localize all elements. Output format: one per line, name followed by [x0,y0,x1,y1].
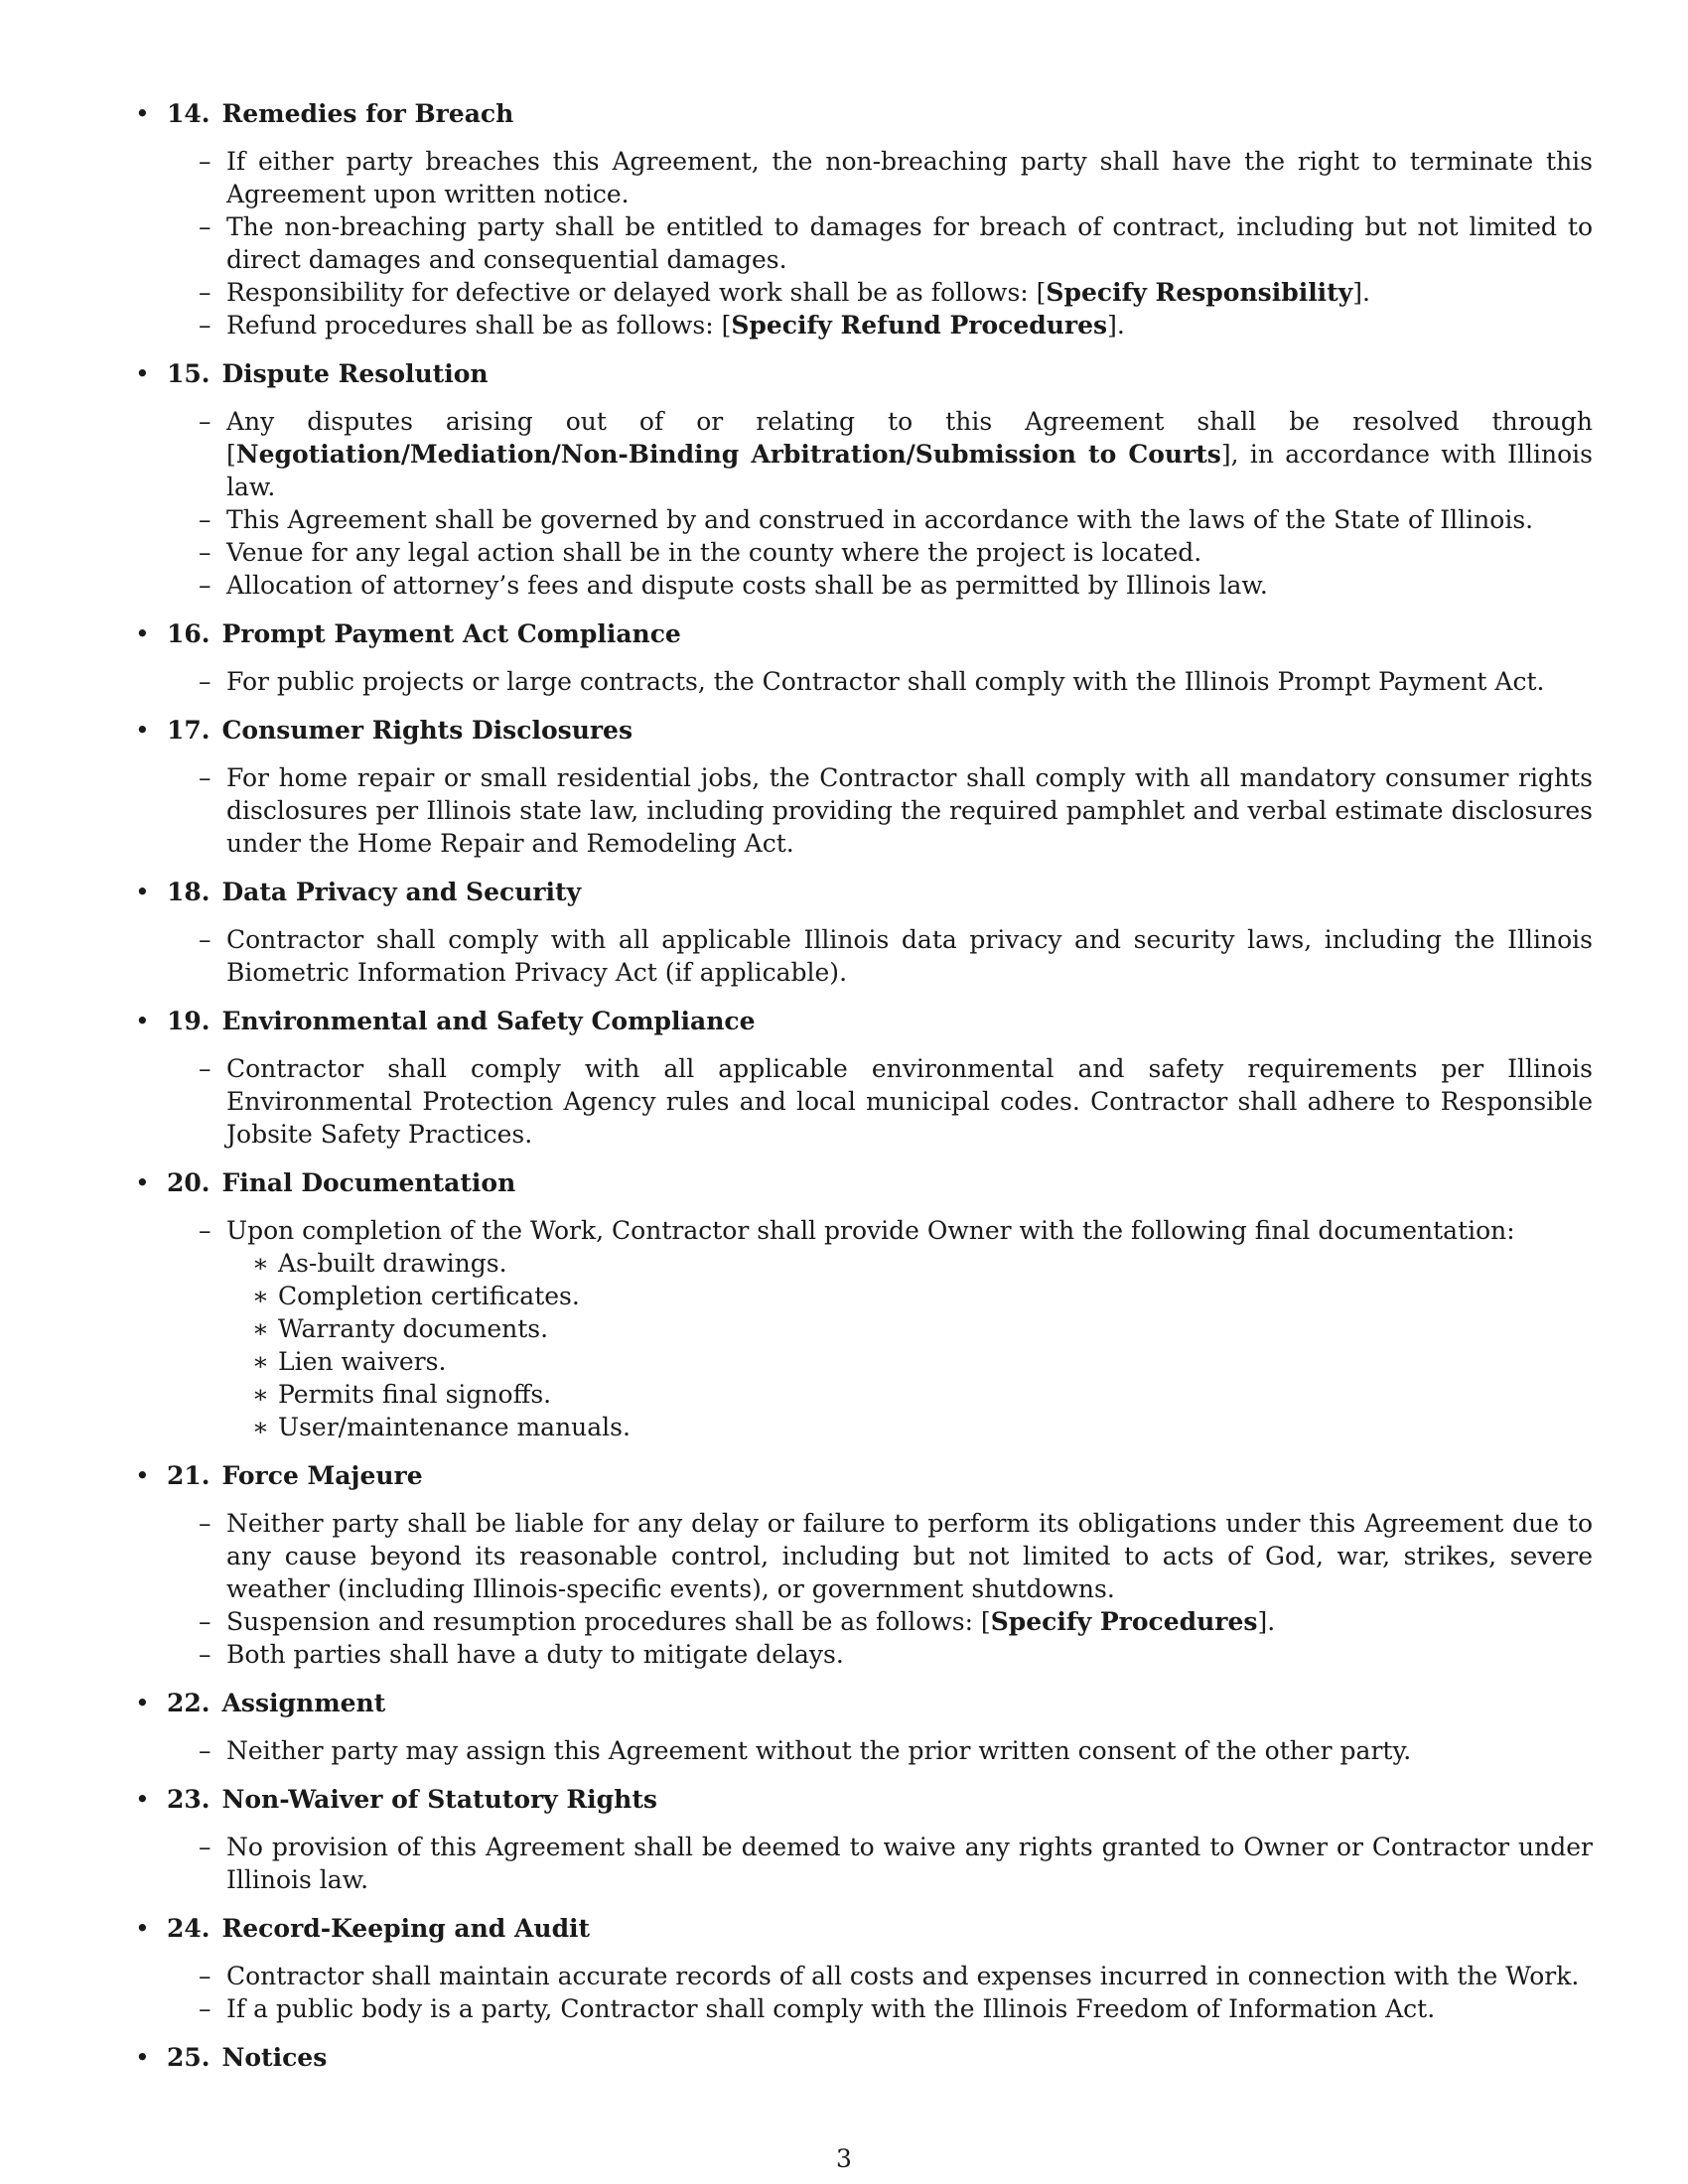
asterisk-bullet-icon: ∗ [252,1413,269,1441]
section-heading [133,2039,1593,2077]
section-heading [133,615,1593,653]
bullet-icon: • [135,1914,150,1943]
section-heading [133,355,1593,393]
dash-bullet-icon: – [199,147,211,176]
dash-bullet-icon: – [199,1640,211,1669]
page-number: 3 [836,2144,852,2173]
list-item [133,1960,1593,1992]
section-number: 16. [167,619,211,648]
bullet-icon: • [135,1785,150,1814]
section-number: 15. [167,359,211,388]
item-text: Responsibility for defective or delayed work shall be as follows: [ [226,278,1047,307]
placeholder-field: Specify Refund Procedures [731,311,1108,340]
bullet-icon: • [135,2043,150,2072]
dash-bullet-icon: – [199,1994,211,2023]
dash-bullet-icon: – [199,1216,211,1245]
dash-bullet-icon: – [199,1736,211,1765]
list-item [133,309,1593,341]
item-text: The non-breaching party shall be entitled to damages for breach of contract, including but not limited to direct damages and consequential damages. [226,212,1593,274]
section-title: Environmental and Safety Compliance [221,1007,756,1035]
section-number: 24. [167,1914,211,1943]
dash-bullet-icon: – [199,1054,211,1083]
section-title: Record-Keeping and Audit [221,1914,591,1943]
section [133,1781,1593,1896]
item-text: Suspension and resumption procedures shall be as follows: [ [226,1607,991,1636]
bullet-icon: • [135,1689,150,1717]
bullet-icon: • [135,99,150,128]
item-text: Both parties shall have a duty to mitigate delays. [226,1640,844,1669]
subitem [133,1378,1593,1411]
list-item [133,569,1593,602]
section-item-list [133,1960,1593,2025]
section-item-list [133,665,1593,698]
subitem [133,1280,1593,1312]
bullet-icon: • [135,619,150,648]
asterisk-bullet-icon: ∗ [252,1249,269,1278]
dash-bullet-icon: – [199,571,211,600]
section-item-list [133,923,1593,989]
document-page [133,95,1593,2091]
subitem-wrapper [133,1247,1593,1443]
dash-bullet-icon: – [199,1962,211,1990]
list-item [133,1638,1593,1671]
subitem-text: User/maintenance manuals. [278,1413,631,1441]
section-title: Force Majeure [221,1461,423,1490]
item-text: If a public body is a party, Contractor shall comply with the Illinois Freedom of Information Act. [226,1994,1436,2023]
item-text: For public projects or large contracts, the Contractor shall comply with the Illinois Prompt Payment Act. [226,667,1545,696]
section-item-list [133,761,1593,860]
list-item [133,1831,1593,1896]
asterisk-bullet-icon: ∗ [252,1347,269,1376]
section-number: 18. [167,878,211,906]
section [133,95,1593,341]
section-heading [133,1910,1593,1948]
item-text: Neither party shall be liable for any delay or failure to perform its obligations under this Agreement due to any cause beyond its reasonable control, including but not limited to acts of God, war, strikes, severe weather (including Illinois-specific events), or government shutdowns. [226,1509,1593,1603]
subitem-text: Warranty documents. [278,1314,549,1343]
section [133,712,1593,860]
list-item [133,276,1593,309]
section [133,1457,1593,1671]
subitem-list [133,1247,1593,1443]
dash-bullet-icon: – [199,505,211,534]
section [133,1164,1593,1443]
subitem-text: As-built drawings. [278,1249,507,1278]
placeholder-field: Specify Procedures [990,1607,1258,1636]
section-number: 21. [167,1461,211,1490]
section-heading [133,1003,1593,1040]
item-text-suffix: ], in accordance with Illinois law. [226,440,1593,501]
item-text-suffix: ]. [1107,311,1125,340]
list-item [133,761,1593,860]
subitem [133,1411,1593,1443]
asterisk-bullet-icon: ∗ [252,1282,269,1310]
section-number: 17. [167,716,211,745]
section-number: 25. [167,2043,211,2072]
item-text: Allocation of attorney’s fees and dispute costs shall be as permitted by Illinois law. [226,571,1268,600]
bullet-icon: • [135,1461,150,1490]
subitem-text: Lien waivers. [278,1347,447,1376]
section-item-list [133,405,1593,602]
list-item [133,1052,1593,1151]
bullet-icon: • [135,359,150,388]
dash-bullet-icon: – [199,925,211,954]
dash-bullet-icon: – [199,407,211,436]
list-item [133,1605,1593,1638]
section-heading [133,95,1593,133]
dash-bullet-icon: – [199,763,211,792]
section-item-list [133,1052,1593,1151]
section-title: Data Privacy and Security [221,878,582,906]
bullet-icon: • [135,1168,150,1197]
placeholder-field: Specify Responsibility [1046,278,1353,307]
section-heading [133,874,1593,911]
section-item-list [133,145,1593,341]
section-title: Notices [221,2043,328,2072]
list-item [133,1992,1593,2025]
dash-bullet-icon: – [199,1833,211,1861]
list-item [133,536,1593,569]
dash-bullet-icon: – [199,1509,211,1538]
item-text: If either party breaches this Agreement, the non-breaching party shall have the right to terminate this Agreement upon written notice. [226,147,1593,208]
list-item [133,665,1593,698]
item-text: Contractor shall maintain accurate records of all costs and expenses incurred in connection with the Work. [226,1962,1580,1990]
list-item [133,923,1593,989]
asterisk-bullet-icon: ∗ [252,1380,269,1409]
section-title: Consumer Rights Disclosures [221,716,633,745]
dash-bullet-icon: – [199,278,211,307]
asterisk-bullet-icon: ∗ [252,1314,269,1343]
section-item-list [133,1831,1593,1896]
item-text: Venue for any legal action shall be in the county where the project is located. [226,538,1202,567]
dash-bullet-icon: – [199,212,211,241]
section-title: Non-Waiver of Statutory Rights [221,1785,657,1814]
dash-bullet-icon: – [199,538,211,567]
section-title: Final Documentation [221,1168,516,1197]
item-text-suffix: ]. [1257,1607,1276,1636]
section-title: Dispute Resolution [221,359,489,388]
section-heading [133,712,1593,750]
section [133,1910,1593,2025]
subitem [133,1345,1593,1378]
placeholder-field: Negotiation/Mediation/Non-Binding Arbitration/Submission to Courts [235,440,1221,469]
item-text: Any disputes arising out of or relating to this Agreement shall be resolved through [ [226,407,1593,469]
list-item [133,1734,1593,1767]
section-number: 19. [167,1007,211,1035]
item-text: No provision of this Agreement shall be deemed to waive any rights granted to Owner or Contractor under Illinois law. [226,1833,1593,1894]
item-text: Neither party may assign this Agreement without the prior written consent of the other party. [226,1736,1412,1765]
dash-bullet-icon: – [199,311,211,340]
bullet-icon: • [135,716,150,745]
section-heading [133,1457,1593,1495]
item-text: For home repair or small residential jobs, the Contractor shall comply with all mandatory consumer rights disclosures per Illinois state law, including providing the required pamphlet and verbal estimate disclosures under the Home Repair and Remodeling Act. [226,763,1593,858]
subitem [133,1312,1593,1345]
section [133,1003,1593,1151]
list-item [133,405,1593,503]
section [133,874,1593,989]
dash-bullet-icon: – [199,667,211,696]
list-item [133,1214,1593,1443]
section-item-list [133,1734,1593,1767]
item-text: Refund procedures shall be as follows: [ [226,311,732,340]
section [133,615,1593,698]
section-heading [133,1164,1593,1202]
dash-bullet-icon: – [199,1607,211,1636]
section-title: Assignment [221,1689,386,1717]
section-item-list [133,1214,1593,1443]
bullet-icon: • [135,878,150,906]
section-item-list [133,1507,1593,1671]
section-heading [133,1781,1593,1819]
subitem-text: Completion certificates. [278,1282,580,1310]
section [133,355,1593,602]
bullet-icon: • [135,1007,150,1035]
list-item [133,210,1593,276]
section [133,1685,1593,1767]
section-number: 14. [167,99,211,128]
section-number: 22. [167,1689,211,1717]
section [133,2039,1593,2077]
subitem-text: Permits final signoffs. [278,1380,552,1409]
section-title: Prompt Payment Act Compliance [221,619,681,648]
section-heading [133,1685,1593,1722]
item-text: Contractor shall comply with all applicable Illinois data privacy and security laws, including the Illinois Biometric Information Privacy Act (if applicable). [226,925,1593,987]
list-item [133,145,1593,210]
list-item [133,503,1593,536]
section-number: 23. [167,1785,211,1814]
item-text: Upon completion of the Work, Contractor shall provide Owner with the following final documentation: [226,1216,1515,1245]
section-title: Remedies for Breach [221,99,514,128]
item-text: Contractor shall comply with all applicable environmental and safety requirements per Illinois Environmental Protection Agency rules and local municipal codes. Contractor shall adhere to Responsible Jobsite Safety Practices. [226,1054,1593,1149]
item-text: This Agreement shall be governed by and construed in accordance with the laws of the State of Illinois. [226,505,1534,534]
section-number: 20. [167,1168,211,1197]
list-item [133,1507,1593,1605]
subitem [133,1247,1593,1280]
item-text-suffix: ]. [1352,278,1370,307]
